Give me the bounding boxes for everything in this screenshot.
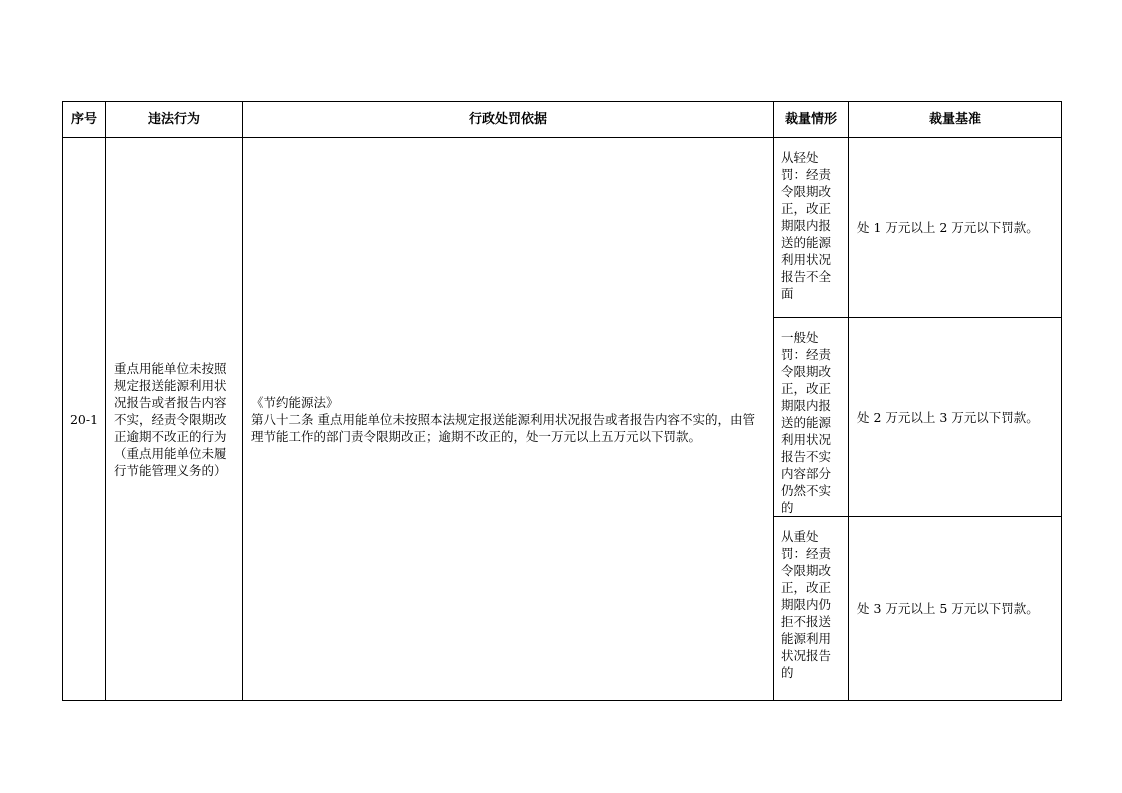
cell-standard-light: 处 1 万元以上 2 万元以下罚款。 xyxy=(849,138,1062,318)
header-legal-basis: 行政处罚依据 xyxy=(243,102,774,138)
cell-standard-normal: 处 2 万元以上 3 万元以下罚款。 xyxy=(849,318,1062,517)
cell-legal-basis xyxy=(243,138,774,701)
cell-standard-heavy: 处 3 万元以上 5 万元以下罚款。 xyxy=(849,517,1062,701)
situation-heavy-text: 从重处罚：经责令限期改正，改正期限内仍拒不报送能源利用状况报告的 xyxy=(781,529,832,680)
table-header-row xyxy=(63,102,1062,138)
cell-situation-heavy xyxy=(774,517,849,701)
header-situation: 裁量情形 xyxy=(774,102,849,138)
cell-situation-normal xyxy=(774,318,849,517)
situation-light-text: 从轻处罚：经责令限期改正，改正期限内报送的能源利用状况报告不全面 xyxy=(781,150,832,301)
penalty-discretion-table xyxy=(62,101,1062,701)
basis-law-title: 《节约能源法》 xyxy=(251,394,339,410)
cell-seq: 20-1 xyxy=(63,138,106,701)
cell-violation: 重点用能单位未按照规定报送能源利用状况报告或者报告内容不实，经责令限期改正逾期不改正的行为（重点用能单位未履行节能管理义务的） xyxy=(106,138,243,701)
cell-situation-light xyxy=(774,138,849,318)
basis-article-text: 第八十二条 重点用能单位未按照本法规定报送能源利用状况报告或者报告内容不实的，由管理节能工作的部门责令限期改正；逾期不改正的，处一万元以上五万元以下罚款。 xyxy=(251,411,755,444)
header-violation: 违法行为 xyxy=(106,102,243,138)
table-row xyxy=(63,138,1062,318)
header-seq: 序号 xyxy=(63,102,106,138)
situation-normal-text: 一般处罚：经责令限期改正，改正期限内报送的能源利用状况报告不实内容部分仍然不实的 xyxy=(781,330,832,515)
header-standard: 裁量基准 xyxy=(849,102,1062,138)
